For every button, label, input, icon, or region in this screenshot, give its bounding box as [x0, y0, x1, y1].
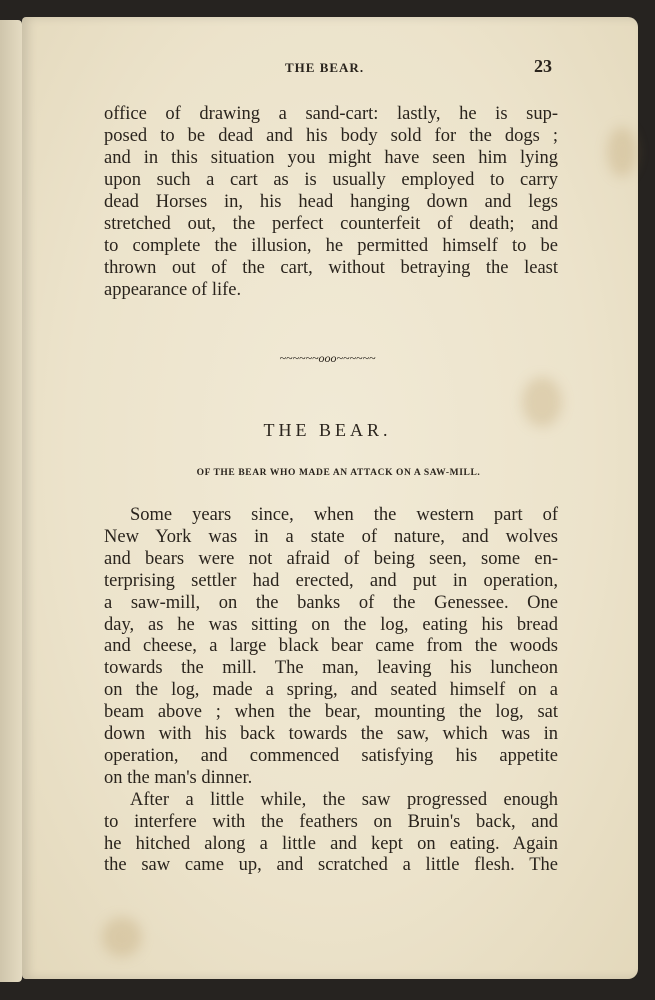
- text-line: to interfere with the feathers on Bruin's back, and: [104, 811, 558, 832]
- text-line: After a little while, the saw progressed enough: [130, 789, 558, 810]
- chapter-title: THE BEAR.: [263, 420, 392, 440]
- facing-page-edge: [0, 20, 22, 982]
- text-line: a saw-mill, on the banks of the Genessee. One: [104, 592, 558, 613]
- section-ornament: ~~~~~~ooo~~~~~~: [279, 351, 376, 365]
- text-line: to complete the illusion, he permitted himself to be: [104, 236, 558, 256]
- paper-stain: [102, 917, 142, 957]
- text-line: towards the mill. The man, leaving his luncheon: [104, 658, 558, 679]
- text-line: appearance of life.: [104, 280, 242, 300]
- text-line: day, as he was sitting on the log, eating his bread: [104, 614, 558, 635]
- text-line: he hitched along a little and kept on eating. Again: [104, 833, 558, 854]
- text-line: the saw came up, and scratched a little flesh. The: [104, 855, 558, 876]
- page-number: 23: [534, 56, 552, 76]
- text-line: terprising settler had erected, and put in operation,: [104, 570, 558, 591]
- text-line: beam above ; when the bear, mounting the log, sat: [104, 702, 558, 723]
- text-line: and in this situation you might have seen him lying: [104, 148, 558, 168]
- text-line: on the man's dinner.: [104, 767, 253, 788]
- text-line: thrown out of the cart, without betraying the least: [104, 258, 558, 278]
- paper-stain: [607, 127, 637, 177]
- text-line: and cheese, a large black bear came from the woods: [104, 636, 558, 657]
- text-line: on the log, made a spring, and seated himself on a: [104, 680, 558, 701]
- chapter-subtitle: OF THE BEAR WHO MADE AN ATTACK ON A SAW-MILL.: [196, 468, 481, 478]
- text-line: office of drawing a sand-cart: lastly, he is sup-: [104, 104, 558, 124]
- text-line: upon such a cart as is usually employed to carry: [104, 170, 558, 190]
- running-title: THE BEAR.: [285, 60, 365, 75]
- text-line: stretched out, the perfect counterfeit of death; and: [104, 214, 558, 234]
- text-line: Some years since, when the western part of: [130, 505, 558, 525]
- text-line: New York was in a state of nature, and wolves: [104, 526, 558, 547]
- text-line: and bears were not afraid of being seen, some en-: [104, 548, 558, 569]
- text-line: dead Horses in, his head hanging down and legs: [104, 192, 558, 212]
- text-line: down with his back towards the saw, which was in: [104, 724, 558, 744]
- text-line: posed to be dead and his body sold for the dogs ;: [104, 126, 558, 146]
- text-line: operation, and commenced satisfying his appetite: [104, 745, 558, 766]
